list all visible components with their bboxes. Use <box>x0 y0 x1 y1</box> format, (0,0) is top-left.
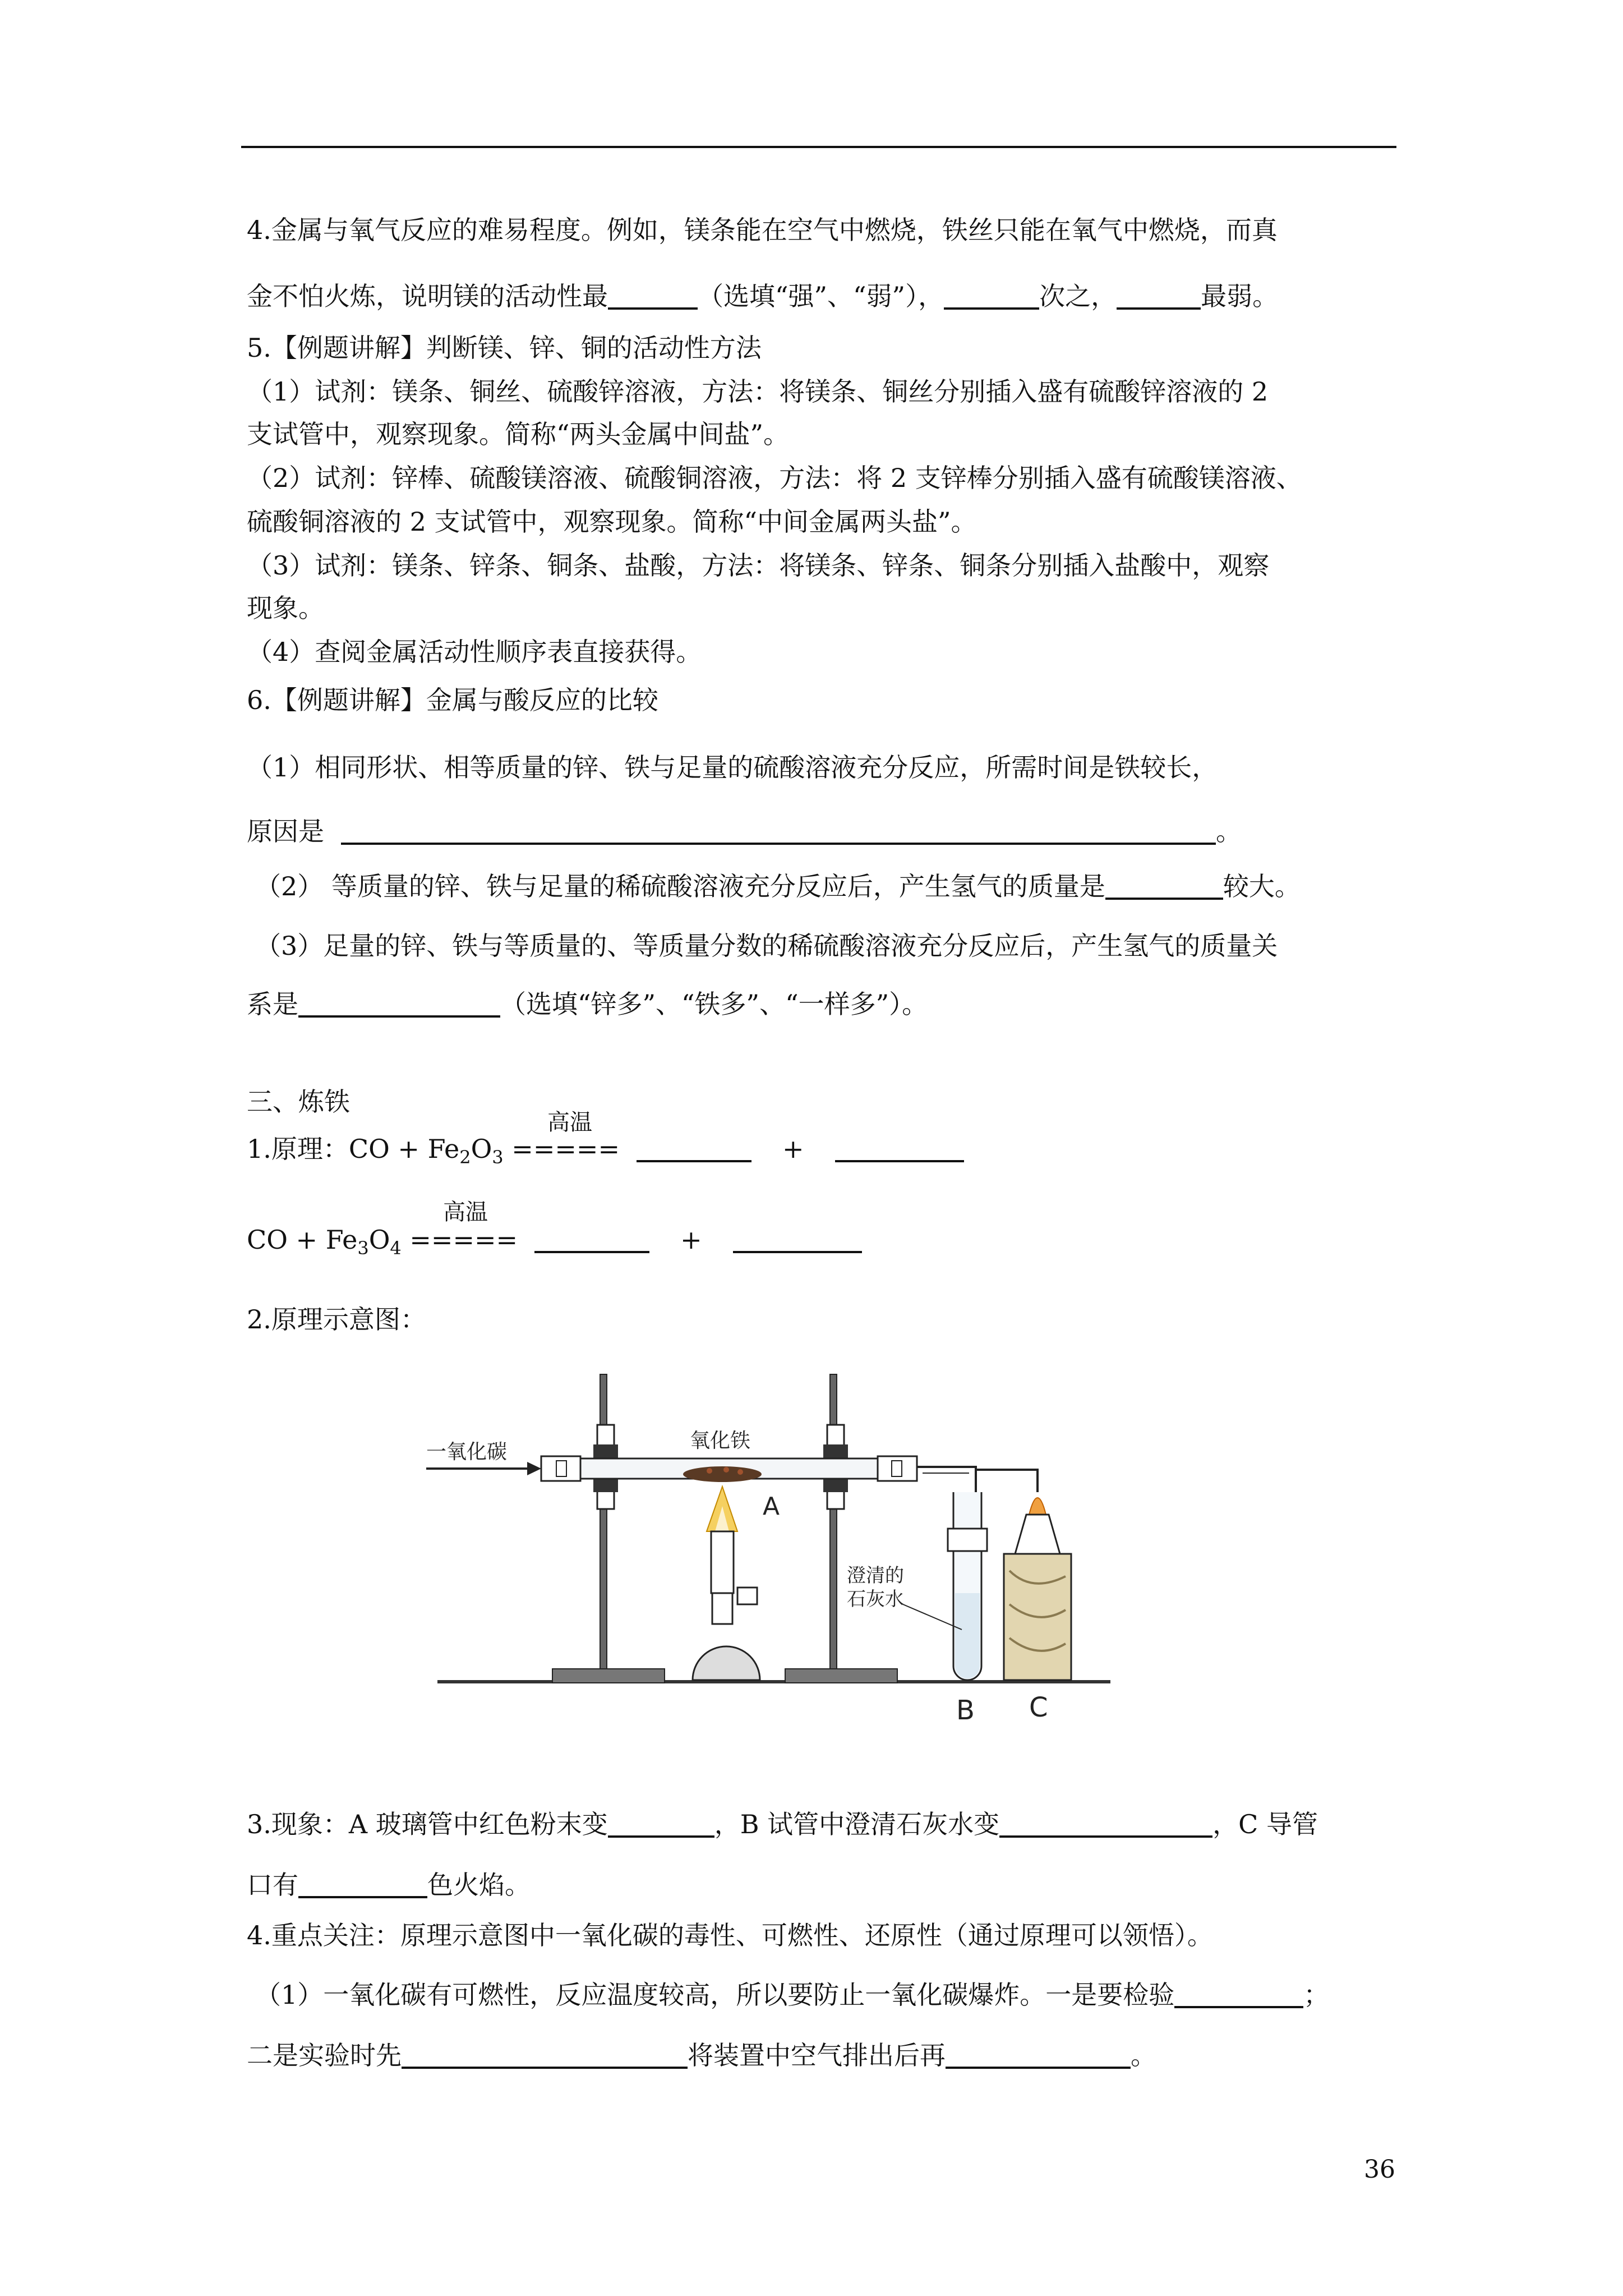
iron-oxide-powder <box>683 1466 762 1482</box>
test-tube-b <box>948 1492 987 1680</box>
blank-answer[interactable] <box>608 283 698 310</box>
blank-answer[interactable] <box>341 818 1216 845</box>
right-iron-stand <box>785 1374 897 1683</box>
alcohol-burner <box>693 1487 760 1680</box>
blank-answer[interactable] <box>835 1135 964 1162</box>
left-iron-stand <box>552 1374 665 1683</box>
text-line: （1）相同形状、相等质量的锌、铁与足量的硫酸溶液充分反应，所需时间是铁较长， <box>247 752 1218 783</box>
blank-answer[interactable] <box>402 2042 688 2069</box>
equation-line: 1.原理：CO + $Fe_2O_3$ ===== + <box>247 1132 964 1174</box>
equation-line: CO + $Fe_3O_4$ ===== + <box>247 1223 862 1265</box>
blank-answer[interactable] <box>733 1226 862 1253</box>
blank-answer[interactable] <box>608 1811 714 1838</box>
text-line: （4）查阅金属活动性顺序表直接获得。 <box>247 637 702 667</box>
text-line: 系是 （选填“锌多”、“铁多”、“一样多”）。 <box>247 989 928 1019</box>
text-line: （3）试剂：镁条、锌条、铜条、盐酸，方法：将镁条、锌条、铜条分别插入盐酸中，观察 <box>247 550 1270 581</box>
label-limewater-line1: 澄清的 <box>847 1565 904 1587</box>
text-line: 二是实验时先 将装置中空气排出后再 。 <box>247 2040 1156 2070</box>
blank-answer[interactable] <box>999 1811 1212 1838</box>
text-line: 支试管中，观察现象。简称“两头金属中间盐”。 <box>247 419 790 449</box>
text-line: 5.【例题讲解】判断镁、锌、铜的活动性方法 <box>247 333 762 363</box>
text-line: 硫酸铜溶液的 2 支试管中，观察现象。简称“中间金属两头盐”。 <box>247 507 977 537</box>
text-line: 4.重点关注：原理示意图中一氧化碳的毒性、可燃性、还原性（通过原理可以领悟）。 <box>247 1920 1213 1950</box>
exhaust-pipe <box>976 1470 1038 1492</box>
text-line: 金不怕火炼，说明镁的活动性最 （选填“强”、“弱”）， 次之， 最弱。 <box>247 281 1279 311</box>
label-iron-oxide: 氧化铁 <box>690 1429 751 1452</box>
text-line: 现象。 <box>247 593 324 623</box>
label-carbon-monoxide: 一氧化碳 <box>426 1441 508 1464</box>
header-rule <box>241 146 1396 148</box>
text-line: 3.现象：A 玻璃管中红色粉末变 ，B 试管中澄清石灰水变 ，C 导管 <box>247 1809 1318 1839</box>
arrow-head-icon <box>527 1462 541 1475</box>
label-a: A <box>763 1492 780 1521</box>
blank-answer[interactable] <box>1117 283 1201 310</box>
text-line: （3）足量的锌、铁与等质量的、等质量分数的稀硫酸溶液充分反应后，产生氢气的质量关 <box>255 931 1278 961</box>
text-line: （2） 等质量的锌、铁与足量的稀硫酸溶液充分反应后，产生氢气的质量是 较大。 <box>255 871 1301 901</box>
text-line: 口有 色火焰。 <box>247 1870 531 1900</box>
blank-answer[interactable] <box>534 1226 649 1253</box>
blank-answer[interactable] <box>298 991 500 1018</box>
label-limewater-line2: 石灰水 <box>847 1588 904 1611</box>
label-b: B <box>956 1695 975 1726</box>
blank-answer[interactable] <box>944 283 1039 310</box>
blank-answer[interactable] <box>1105 873 1223 900</box>
reaction-condition: 高温 <box>547 1110 592 1135</box>
text-line: 4.金属与氧气反应的难易程度。例如，镁条能在空气中燃烧，铁丝只能在氧气中燃烧，而真 <box>247 215 1278 245</box>
alcohol-lamp-c <box>1004 1498 1071 1680</box>
reaction-condition: 高温 <box>443 1199 488 1225</box>
label-c: C <box>1029 1692 1048 1723</box>
iron-smelting-apparatus-diagram <box>415 1346 1144 1739</box>
text-line: （1）一氧化碳有可燃性，反应温度较高，所以要防止一氧化碳爆炸。一是要检验 ； <box>255 1980 1330 2010</box>
text-line: 原因是 。 <box>247 816 1242 846</box>
blank-answer[interactable] <box>946 2042 1131 2069</box>
text-line: 6.【例题讲解】金属与酸反应的比较 <box>247 685 658 715</box>
section-heading: 三、炼铁 <box>247 1087 350 1117</box>
text-line: （2）试剂：锌棒、硫酸镁溶液、硫酸铜溶液，方法：将 2 支锌棒分别插入盛有硫酸镁溶液、 <box>247 463 1302 493</box>
blank-answer[interactable] <box>637 1135 751 1162</box>
text-line: （1）试剂：镁条、铜丝、硫酸锌溶液，方法：将镁条、铜丝分别插入盛有硫酸锌溶液的 2 <box>247 376 1269 407</box>
blank-answer[interactable] <box>298 1871 427 1898</box>
page-number: 36 <box>1364 2155 1395 2184</box>
text-line: 2.原理示意图： <box>247 1304 426 1335</box>
blank-answer[interactable] <box>1174 1981 1303 2008</box>
